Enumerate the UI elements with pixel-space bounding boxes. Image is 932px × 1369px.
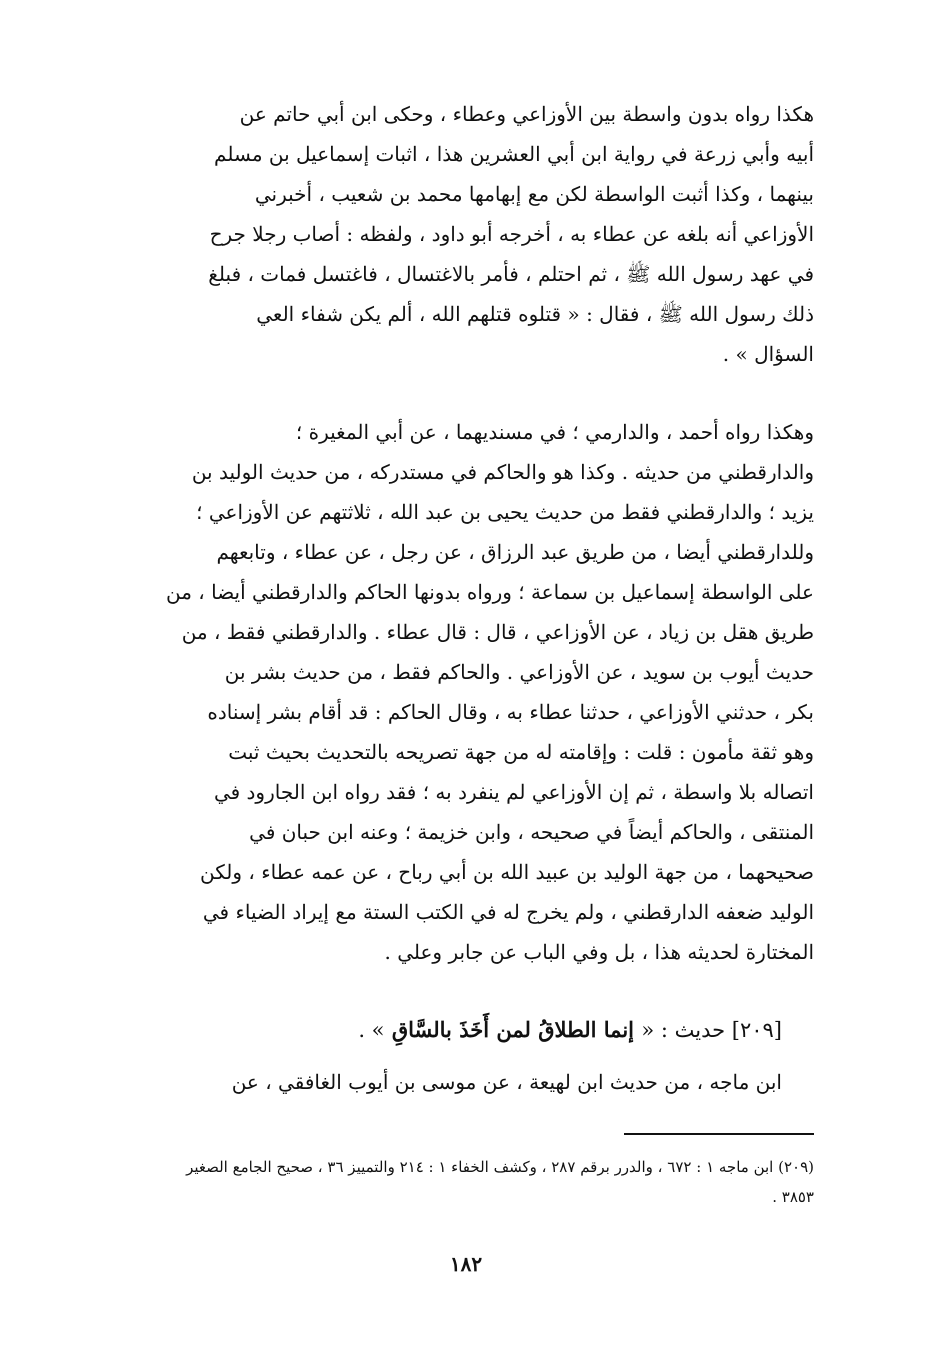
text-line: طريق هقل بن زياد ، عن الأوزاعي ، قال : قال عطاء . والدارقطني فقط ، من bbox=[181, 620, 814, 644]
text-line: هكذا رواه بدون واسطة بين الأوزاعي وعطاء ، وحكى ابن أبي حاتم عن bbox=[239, 102, 814, 126]
page-number: ١٨٢ bbox=[449, 1252, 483, 1276]
hadith-number-prefix: [٢٠٩] حديث : « bbox=[641, 1018, 782, 1042]
text-line: السؤال » . bbox=[722, 342, 814, 366]
hadith-suffix: » . bbox=[358, 1018, 385, 1042]
text-line: وهكذا رواه أحمد ، والدارمي ؛ في مسنديهما ، عن أبي المغيرة ؛ bbox=[295, 420, 814, 444]
paragraph-2 bbox=[114, 412, 814, 972]
text-line: حديث أيوب بن سويد ، عن الأوزاعي . والحاكم فقط ، من حديث بشر بن bbox=[224, 660, 814, 684]
text-line: ذلك رسول الله ﷺ ، فقال : « قتلوه قتلهم الله ، ألم يكن شفاء العي bbox=[256, 302, 814, 326]
footnote bbox=[114, 1152, 814, 1212]
text-line: يزيد ؛ والدارقطني فقط من حديث يحيى بن عبد الله ، ثلاثتهم عن الأوزاعي ؛ bbox=[196, 500, 814, 524]
hadith-heading bbox=[358, 1010, 782, 1050]
footnote-line: (٢٠٩) ابن ماجه ١ : ٦٧٢ ، والدرر برقم ٢٨٧ ، وكشف الخفاء ١ : ٢١٤ والتمييز ٣٦ ، صحيح الجامع الصغير bbox=[186, 1158, 814, 1176]
paragraph-3 bbox=[142, 1062, 782, 1102]
text-line: بينهما ، وكذا أثبت الواسطة لكن مع إبهامها محمد بن شعيب ، أخبرني bbox=[254, 182, 814, 206]
text-line: في عهد رسول الله ﷺ ، ثم احتلم ، فأمر بالاغتسال ، فاغتسل فمات ، فبلغ bbox=[208, 262, 814, 286]
text-line: ابن ماجه ، من حديث ابن لهيعة ، عن موسى بن أيوب الغافقي ، عن bbox=[231, 1070, 782, 1094]
text-line: وهو ثقة مأمون : قلت : وإقامته له من جهة تصريحه بالتحديث بحيث ثبت bbox=[228, 740, 814, 764]
text-line: الوليد ضعفه الدارقطني ، ولم يخرج له في الكتب الستة مع إيراد الضياء في bbox=[202, 900, 814, 924]
text-line: المنتقى ، والحاكم أيضاً في صحيحه ، وابن خزيمة ؛ وعنه ابن حبان في bbox=[249, 820, 814, 844]
text-line: المختارة لحديثه هذا ، بل وفي الباب عن جابر وعلي . bbox=[384, 940, 814, 964]
text-line: بكر ، حدثني الأوزاعي ، حدثنا عطاء به ، وقال الحاكم : قد أقام بشر إسناده bbox=[207, 700, 814, 724]
text-line: والدارقطني من حديثه . وكذا هو والحاكم في مستدركه ، من حديث الوليد بن bbox=[191, 460, 814, 484]
text-line: وللدارقطني أيضا ، من طريق عبد الرزاق ، عن رجل ، عن عطاء ، وتابعهم bbox=[216, 540, 814, 564]
text-line: صحيحهما ، من جهة الوليد بن عبيد الله بن أبي رباح ، عن عمه عطاء ، ولكن bbox=[200, 860, 814, 884]
hadith-text: إنما الطلاقُ لمن أَخَذَ بالسَّاقِ bbox=[384, 1017, 642, 1042]
paragraph-1 bbox=[114, 94, 814, 374]
text-line: أبيه وأبي زرعة في رواية ابن أبي العشرين هذا ، اثبات إسماعيل بن مسلم bbox=[214, 142, 814, 166]
text-line: الأوزاعي أنه بلغه عن عطاء به ، أخرجه أبو داود ، ولفظه : أصاب رجلا جرح bbox=[209, 222, 814, 246]
text-line: على الواسطة إسماعيل بن سماعة ؛ ورواه بدونها الحاكم والدارقطني أيضا ، من bbox=[166, 580, 814, 604]
footnote-separator bbox=[624, 1133, 814, 1135]
text-line: اتصاله بلا واسطة ، ثم إن الأوزاعي لم ينفرد به ؛ فقد رواه ابن الجارود في bbox=[213, 780, 814, 804]
footnote-line: ٣٨٥٣ . bbox=[772, 1188, 814, 1206]
